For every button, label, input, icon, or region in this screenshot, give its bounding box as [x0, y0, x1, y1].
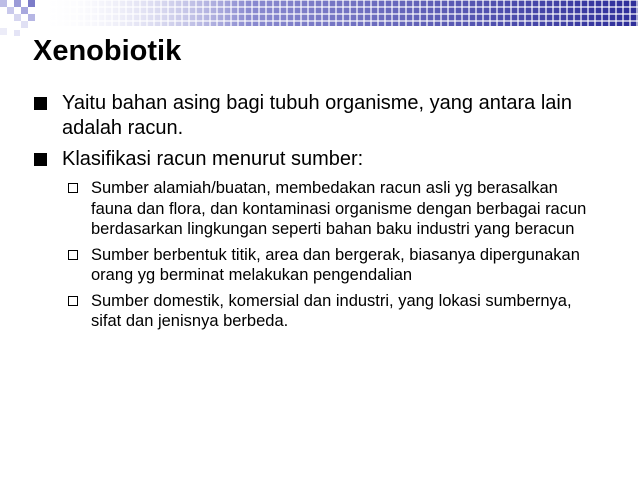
sub-bullet-text: Sumber berbentuk titik, area dan bergerak, biasanya dipergunakan orang yg berminat melakukan pengendalian: [91, 245, 580, 284]
sub-bullet-item: [0, 291, 601, 332]
slide-content: [0, 91, 638, 337]
square-bullet-icon: [34, 153, 47, 166]
bullet-item: [0, 147, 602, 172]
hollow-square-bullet-icon: [68, 183, 78, 193]
bullet-text: Klasifikasi racun menurut sumber:: [62, 148, 364, 170]
sub-bullet-text: Sumber alamiah/buatan, membedakan racun asli yg berasalkan fauna dan flora, dan kontaminasi organisme dengan berbagai racun berdasarkan lingkungan seperti bahan baku industri yang beracun: [91, 179, 587, 238]
sub-bullet-item: [0, 245, 601, 286]
sub-bullet-list: [0, 178, 638, 332]
bullet-item: [0, 91, 602, 141]
bullet-text: Yaitu bahan asing bagi tubuh organisme, yang antara lain adalah racun.: [62, 92, 572, 139]
hollow-square-bullet-icon: [68, 296, 78, 306]
hollow-square-bullet-icon: [68, 250, 78, 260]
square-bullet-icon: [34, 97, 47, 110]
sub-bullet-text: Sumber domestik, komersial dan industri, yang lokasi sumbernya, sifat dan jenisnya berbeda.: [91, 291, 572, 330]
slide-title: Xenobiotik: [33, 35, 182, 67]
sub-bullet-item: [0, 178, 601, 240]
